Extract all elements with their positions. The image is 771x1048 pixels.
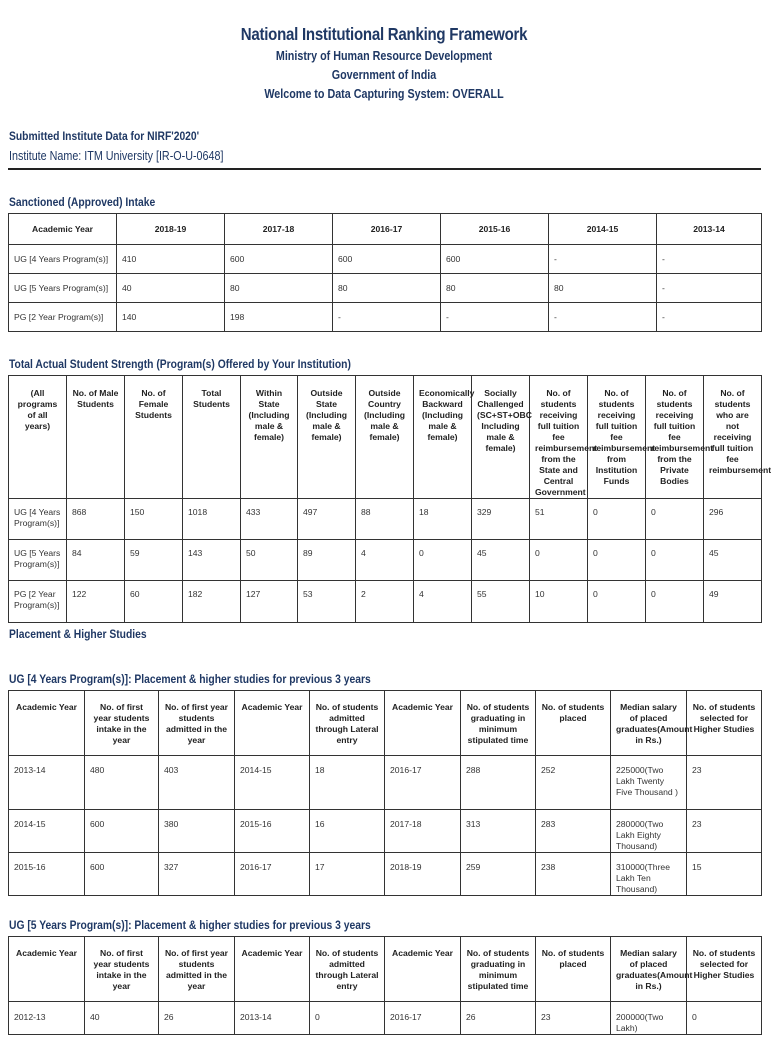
intake-header-cell: Academic Year bbox=[9, 214, 117, 245]
table-cell: UG [4 Years Program(s)] bbox=[9, 245, 117, 274]
table-cell: 2016-17 bbox=[235, 853, 310, 896]
ug4-header-row bbox=[9, 691, 762, 756]
strength-header-cell: No. of Female Students bbox=[125, 376, 183, 499]
table-cell: 59 bbox=[125, 540, 183, 581]
table-cell: 45 bbox=[704, 540, 762, 581]
placement-header-cell: No. of students placed bbox=[536, 691, 611, 756]
table-cell: 0 bbox=[646, 581, 704, 623]
table-row bbox=[9, 1002, 762, 1035]
report-title: National Institutional Ranking Framework bbox=[240, 24, 528, 44]
table-cell: 80 bbox=[225, 274, 333, 303]
report-header bbox=[54, 24, 714, 104]
placement-header-cell: No. of first year students admitted in the year bbox=[159, 937, 235, 1002]
table-cell: 26 bbox=[159, 1002, 235, 1035]
table-cell: 2016-17 bbox=[385, 756, 461, 810]
table-cell: 600 bbox=[85, 810, 159, 853]
table-cell: 252 bbox=[536, 756, 611, 810]
strength-header-cell: (All programs of all years) bbox=[9, 376, 67, 499]
table-cell: - bbox=[333, 303, 441, 332]
table-cell: 0 bbox=[646, 499, 704, 540]
placement-header-cell: Academic Year bbox=[9, 691, 85, 756]
strength-header-cell: Socially Challenged (SC+ST+OBC Including male & female) bbox=[472, 376, 530, 499]
table-cell: 2017-18 bbox=[385, 810, 461, 853]
table-cell: 23 bbox=[687, 756, 762, 810]
table-cell: 40 bbox=[117, 274, 225, 303]
table-cell: 403 bbox=[159, 756, 235, 810]
table-cell: 15 bbox=[687, 853, 762, 896]
table-cell: 310000(Three Lakh Ten Thousand) bbox=[611, 853, 687, 896]
table-row bbox=[9, 810, 762, 853]
strength-header-cell: Economically Backward (Including male & female) bbox=[414, 376, 472, 499]
table-cell: 18 bbox=[414, 499, 472, 540]
intake-section-title: Sanctioned (Approved) Intake bbox=[9, 195, 156, 209]
table-cell: 288 bbox=[461, 756, 536, 810]
table-cell: 80 bbox=[441, 274, 549, 303]
table-cell: 327 bbox=[159, 853, 235, 896]
strength-header-cell: Outside Country (Including male & female) bbox=[356, 376, 414, 499]
table-cell: 2013-14 bbox=[9, 756, 85, 810]
table-cell: 2 bbox=[356, 581, 414, 623]
table-cell: 600 bbox=[441, 245, 549, 274]
placement-header-cell: No. of students admitted through Lateral entry bbox=[310, 691, 385, 756]
table-cell: 380 bbox=[159, 810, 235, 853]
placement-header-cell: Academic Year bbox=[385, 691, 461, 756]
table-cell: 0 bbox=[687, 1002, 762, 1035]
ug4-placement-table bbox=[8, 690, 762, 896]
intake-header-cell: 2015-16 bbox=[441, 214, 549, 245]
table-cell: 313 bbox=[461, 810, 536, 853]
table-cell: 0 bbox=[588, 540, 646, 581]
table-cell: 140 bbox=[117, 303, 225, 332]
ug5-header-row bbox=[9, 937, 762, 1002]
table-cell: - bbox=[549, 245, 657, 274]
placement-header-cell: No. of students graduating in minimum stipulated time bbox=[461, 937, 536, 1002]
table-cell: 4 bbox=[356, 540, 414, 581]
ug5-placement-table bbox=[8, 936, 762, 1035]
table-cell: 0 bbox=[646, 540, 704, 581]
intake-header-cell: 2013-14 bbox=[657, 214, 762, 245]
table-cell: PG [2 Year Program(s)] bbox=[9, 303, 117, 332]
ug4-section-title: UG [4 Years Program(s)]: Placement & higher studies for previous 3 years bbox=[9, 672, 371, 686]
table-cell: 127 bbox=[241, 581, 298, 623]
table-cell: 410 bbox=[117, 245, 225, 274]
placement-header-cell: Median salary of placed graduates(Amount in Rs.) bbox=[611, 691, 687, 756]
table-cell: 4 bbox=[414, 581, 472, 623]
placement-header-cell: No. of students selected for Higher Studies bbox=[687, 691, 762, 756]
strength-section-title: Total Actual Student Strength (Program(s) Offered by Your Institution) bbox=[9, 357, 351, 371]
table-row bbox=[9, 581, 762, 623]
table-cell: - bbox=[549, 303, 657, 332]
placement-header-cell: No. of students placed bbox=[536, 937, 611, 1002]
table-cell: 45 bbox=[472, 540, 530, 581]
welcome-line: Welcome to Data Capturing System: OVERALL bbox=[264, 87, 504, 101]
placement-header-cell: No. of first year students intake in the year bbox=[85, 691, 159, 756]
table-cell: 2014-15 bbox=[235, 756, 310, 810]
government-line: Government of India bbox=[331, 68, 437, 82]
intake-table bbox=[8, 213, 762, 332]
placement-header-cell: Academic Year bbox=[235, 937, 310, 1002]
table-cell: 2012-13 bbox=[9, 1002, 85, 1035]
table-cell: 600 bbox=[85, 853, 159, 896]
table-cell: 283 bbox=[536, 810, 611, 853]
table-row bbox=[9, 303, 762, 332]
intake-header-row bbox=[9, 214, 762, 245]
ug5-section-title: UG [5 Years Program(s)]: Placement & higher studies for previous 3 years bbox=[9, 918, 371, 932]
table-cell: PG [2 Year Program(s)] bbox=[9, 581, 67, 623]
table-cell: 497 bbox=[298, 499, 356, 540]
table-cell: 23 bbox=[536, 1002, 611, 1035]
placement-header-cell: Academic Year bbox=[9, 937, 85, 1002]
table-cell: 1018 bbox=[183, 499, 241, 540]
table-cell: 2013-14 bbox=[235, 1002, 310, 1035]
table-cell: 23 bbox=[687, 810, 762, 853]
table-cell: 0 bbox=[414, 540, 472, 581]
table-cell: 329 bbox=[472, 499, 530, 540]
strength-header-cell: No. of students who are not receiving full tuition fee reimbursement bbox=[704, 376, 762, 499]
strength-header-cell: No. of students receiving full tuition fee reimbursement from Institution Funds bbox=[588, 376, 646, 499]
table-cell: 150 bbox=[125, 499, 183, 540]
table-cell: - bbox=[441, 303, 549, 332]
table-cell: 80 bbox=[549, 274, 657, 303]
placement-header-cell: No. of students graduating in minimum stipulated time bbox=[461, 691, 536, 756]
table-cell: 0 bbox=[310, 1002, 385, 1035]
table-cell: 53 bbox=[298, 581, 356, 623]
table-cell: 143 bbox=[183, 540, 241, 581]
table-cell: 88 bbox=[356, 499, 414, 540]
table-cell: 18 bbox=[310, 756, 385, 810]
table-cell: 2014-15 bbox=[9, 810, 85, 853]
table-cell: 49 bbox=[704, 581, 762, 623]
table-row bbox=[9, 540, 762, 581]
header-divider bbox=[8, 168, 761, 170]
table-cell: 55 bbox=[472, 581, 530, 623]
intake-header-cell: 2016-17 bbox=[333, 214, 441, 245]
submitted-data-heading: Submitted Institute Data for NIRF'2020' bbox=[9, 129, 200, 143]
table-cell: 868 bbox=[67, 499, 125, 540]
table-cell: 600 bbox=[225, 245, 333, 274]
ministry-line: Ministry of Human Resource Development bbox=[275, 49, 493, 63]
table-cell: - bbox=[657, 274, 762, 303]
table-row bbox=[9, 274, 762, 303]
table-cell: 198 bbox=[225, 303, 333, 332]
table-row bbox=[9, 756, 762, 810]
table-cell: 60 bbox=[125, 581, 183, 623]
strength-header-cell: No. of students receiving full tuition fee reimbursement from the State and Central Government bbox=[530, 376, 588, 499]
table-cell: 2018-19 bbox=[385, 853, 461, 896]
table-cell: 0 bbox=[530, 540, 588, 581]
table-cell: 480 bbox=[85, 756, 159, 810]
table-cell: 259 bbox=[461, 853, 536, 896]
placement-header-cell: Academic Year bbox=[235, 691, 310, 756]
table-cell: 89 bbox=[298, 540, 356, 581]
table-cell: 200000(Two Lakh) bbox=[611, 1002, 687, 1035]
table-cell: 600 bbox=[333, 245, 441, 274]
strength-header-cell: Total Students bbox=[183, 376, 241, 499]
table-row bbox=[9, 245, 762, 274]
strength-header-row bbox=[9, 376, 762, 499]
table-cell: 16 bbox=[310, 810, 385, 853]
intake-header-cell: 2018-19 bbox=[117, 214, 225, 245]
table-cell: 296 bbox=[704, 499, 762, 540]
table-row bbox=[9, 853, 762, 896]
table-cell: UG [4 Years Program(s)] bbox=[9, 499, 67, 540]
table-cell: 26 bbox=[461, 1002, 536, 1035]
institute-name: Institute Name: ITM University [IR-O-U-0648] bbox=[9, 149, 224, 163]
table-cell: 80 bbox=[333, 274, 441, 303]
table-cell: 2015-16 bbox=[9, 853, 85, 896]
intake-header-cell: 2014-15 bbox=[549, 214, 657, 245]
table-cell: 433 bbox=[241, 499, 298, 540]
strength-header-cell: No. of Male Students bbox=[67, 376, 125, 499]
table-cell: 50 bbox=[241, 540, 298, 581]
strength-table bbox=[8, 375, 771, 623]
placement-header-cell: No. of students admitted through Lateral entry bbox=[310, 937, 385, 1002]
table-cell: 51 bbox=[530, 499, 588, 540]
table-cell: 0 bbox=[588, 581, 646, 623]
placement-section-title: Placement & Higher Studies bbox=[9, 627, 147, 641]
placement-header-cell: No. of first year students intake in the year bbox=[85, 937, 159, 1002]
table-cell: 40 bbox=[85, 1002, 159, 1035]
table-cell: UG [5 Years Program(s)] bbox=[9, 274, 117, 303]
strength-header-cell: Outside State (Including male & female) bbox=[298, 376, 356, 499]
placement-header-cell: No. of students selected for Higher Studies bbox=[687, 937, 762, 1002]
placement-header-cell: Median salary of placed graduates(Amount in Rs.) bbox=[611, 937, 687, 1002]
table-cell: 17 bbox=[310, 853, 385, 896]
strength-header-cell: No. of students receiving full tuition fee reimbursement from the Private Bodies bbox=[646, 376, 704, 499]
strength-header-cell: Within State (Including male & female) bbox=[241, 376, 298, 499]
table-cell: 2016-17 bbox=[385, 1002, 461, 1035]
table-row bbox=[9, 499, 762, 540]
intake-header-cell: 2017-18 bbox=[225, 214, 333, 245]
table-cell: 2015-16 bbox=[235, 810, 310, 853]
table-cell: 122 bbox=[67, 581, 125, 623]
table-cell: 84 bbox=[67, 540, 125, 581]
table-cell: 10 bbox=[530, 581, 588, 623]
table-cell: 225000(Two Lakh Twenty Five Thousand ) bbox=[611, 756, 687, 810]
table-cell: UG [5 Years Program(s)] bbox=[9, 540, 67, 581]
table-cell: 280000(Two Lakh Eighty Thousand) bbox=[611, 810, 687, 853]
table-cell: - bbox=[657, 245, 762, 274]
table-cell: 238 bbox=[536, 853, 611, 896]
table-cell: - bbox=[657, 303, 762, 332]
nirf-report-page bbox=[0, 24, 771, 1048]
table-cell: 0 bbox=[588, 499, 646, 540]
table-cell: 182 bbox=[183, 581, 241, 623]
placement-header-cell: No. of first year students admitted in the year bbox=[159, 691, 235, 756]
placement-header-cell: Academic Year bbox=[385, 937, 461, 1002]
